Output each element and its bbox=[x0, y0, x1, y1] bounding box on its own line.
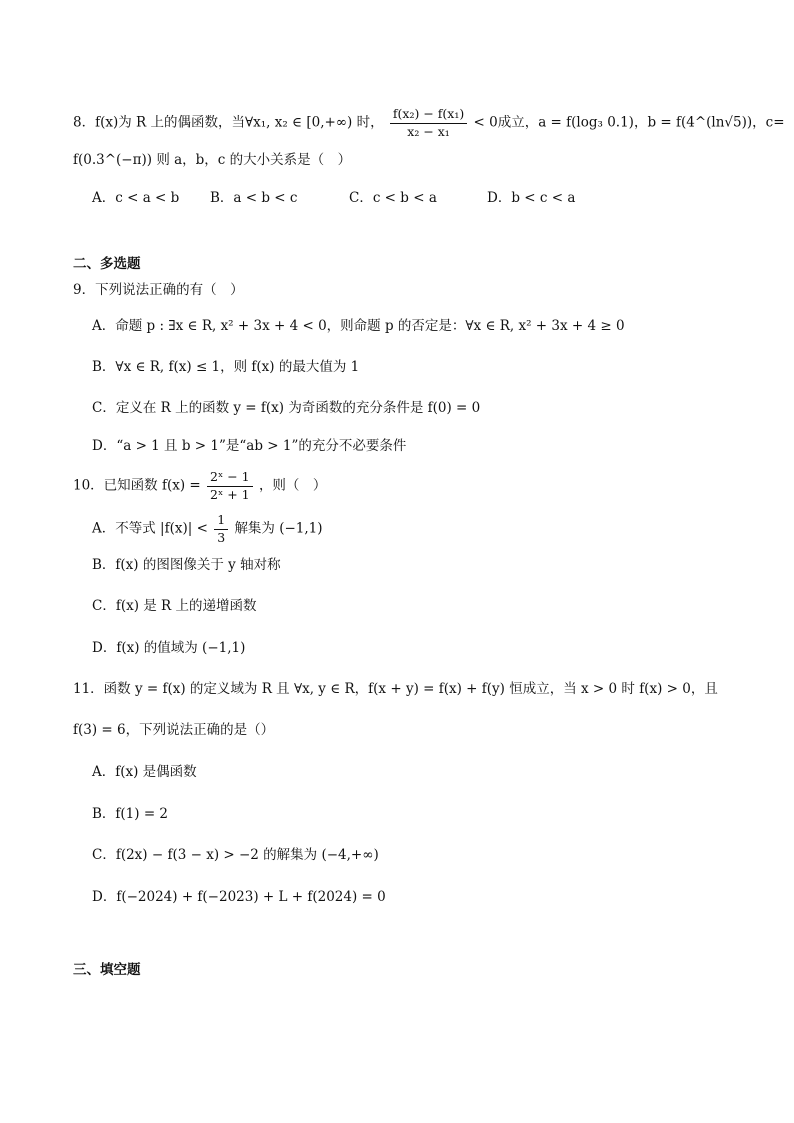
q11-stem-line1: 11．函数 y = f(x) 的定义域为 R 且 ∀x, y ∈ R，f(x + y) = f(x) + f(y) 恒成立，当 x > 0 时 f(x) > 0，且 bbox=[73, 681, 718, 697]
q11-option-c: C．f(2x) − f(3 − x) > −2 的解集为 (−4,+∞) bbox=[92, 847, 379, 863]
q11-option-b: B．f(1) = 2 bbox=[92, 806, 169, 822]
q10-option-c: C．f(x) 是 R 上的递增函数 bbox=[92, 598, 257, 614]
q11-option-a: A．f(x) 是偶函数 bbox=[92, 764, 197, 780]
q10-stem: 10．已知函数 f(x) = $\frac{\text{2ˣ − 1}}{\text{2ˣ + 1}}$ ，则（ ） bbox=[73, 469, 327, 502]
q8-options bbox=[92, 186, 652, 206]
q9-option-a: A．命题 p : ∃x ∈ R, x² + 3x + 4 < 0，则命题 p 的否定是：∀x ∈ R, x² + 3x + 4 ≥ 0 bbox=[92, 318, 625, 334]
q8-option-b: B．a < b < c bbox=[210, 190, 298, 206]
q8-stem-line2: f(0.3^(−π)) 则 a，b，c 的大小关系是（ ） bbox=[73, 152, 352, 168]
q11-option-d: D．f(−2024) + f(−2023) + L + f(2024) = 0 bbox=[92, 889, 386, 905]
q9-option-d: D．“a > 1 且 b > 1”是“ab > 1”的充分不必要条件 bbox=[92, 438, 407, 454]
q8-option-d: D．b < c < a bbox=[487, 190, 576, 206]
q9-option-c: C．定义在 R 上的函数 y = f(x) 为奇函数的充分条件是 f(0) = 0 bbox=[92, 400, 481, 416]
q10-option-b: B．f(x) 的图图像关于 y 轴对称 bbox=[92, 557, 281, 573]
q8-option-a: A．c < a < b bbox=[92, 190, 180, 206]
section-title-multiple-choice: 二、多选题 bbox=[73, 256, 141, 272]
q10-fraction: $\frac{\text{2ˣ − 1}}{\text{2ˣ + 1}}$ bbox=[207, 471, 253, 501]
q10-option-a-fraction: $\frac{1}{3}$ bbox=[214, 514, 228, 544]
q9-stem: 9．下列说法正确的有（ ） bbox=[73, 282, 244, 298]
q8-option-c: C．c < b < a bbox=[349, 190, 437, 206]
q8-stem-line1: 8．f(x)为 R 上的偶函数，当∀x₁, x₂ ∈ [0,+∞) 时， $\frac{\text{f(x₂) − f(x₁)}}{\text{x₂ − x₁}}$ < 0成立，a = f(log₃ 0.1)，b = f(4^(ln√5))，c= bbox=[73, 106, 785, 139]
q9-option-b: B．∀x ∈ R, f(x) ≤ 1，则 f(x) 的最大值为 1 bbox=[92, 359, 360, 375]
q10-option-d: D．f(x) 的值域为 (−1,1) bbox=[92, 640, 246, 656]
section-title-fill-in: 三、填空题 bbox=[73, 962, 141, 978]
q8-fraction: $\frac{\text{f(x₂) − f(x₁)}}{\text{x₂ − x₁}}$ bbox=[390, 108, 467, 138]
q11-stem-line2: f(3) = 6，下列说法正确的是（） bbox=[73, 722, 275, 738]
q10-option-a: A．不等式 |f(x)| < $\frac{1}{3}$ 解集为 (−1,1) bbox=[92, 512, 323, 545]
